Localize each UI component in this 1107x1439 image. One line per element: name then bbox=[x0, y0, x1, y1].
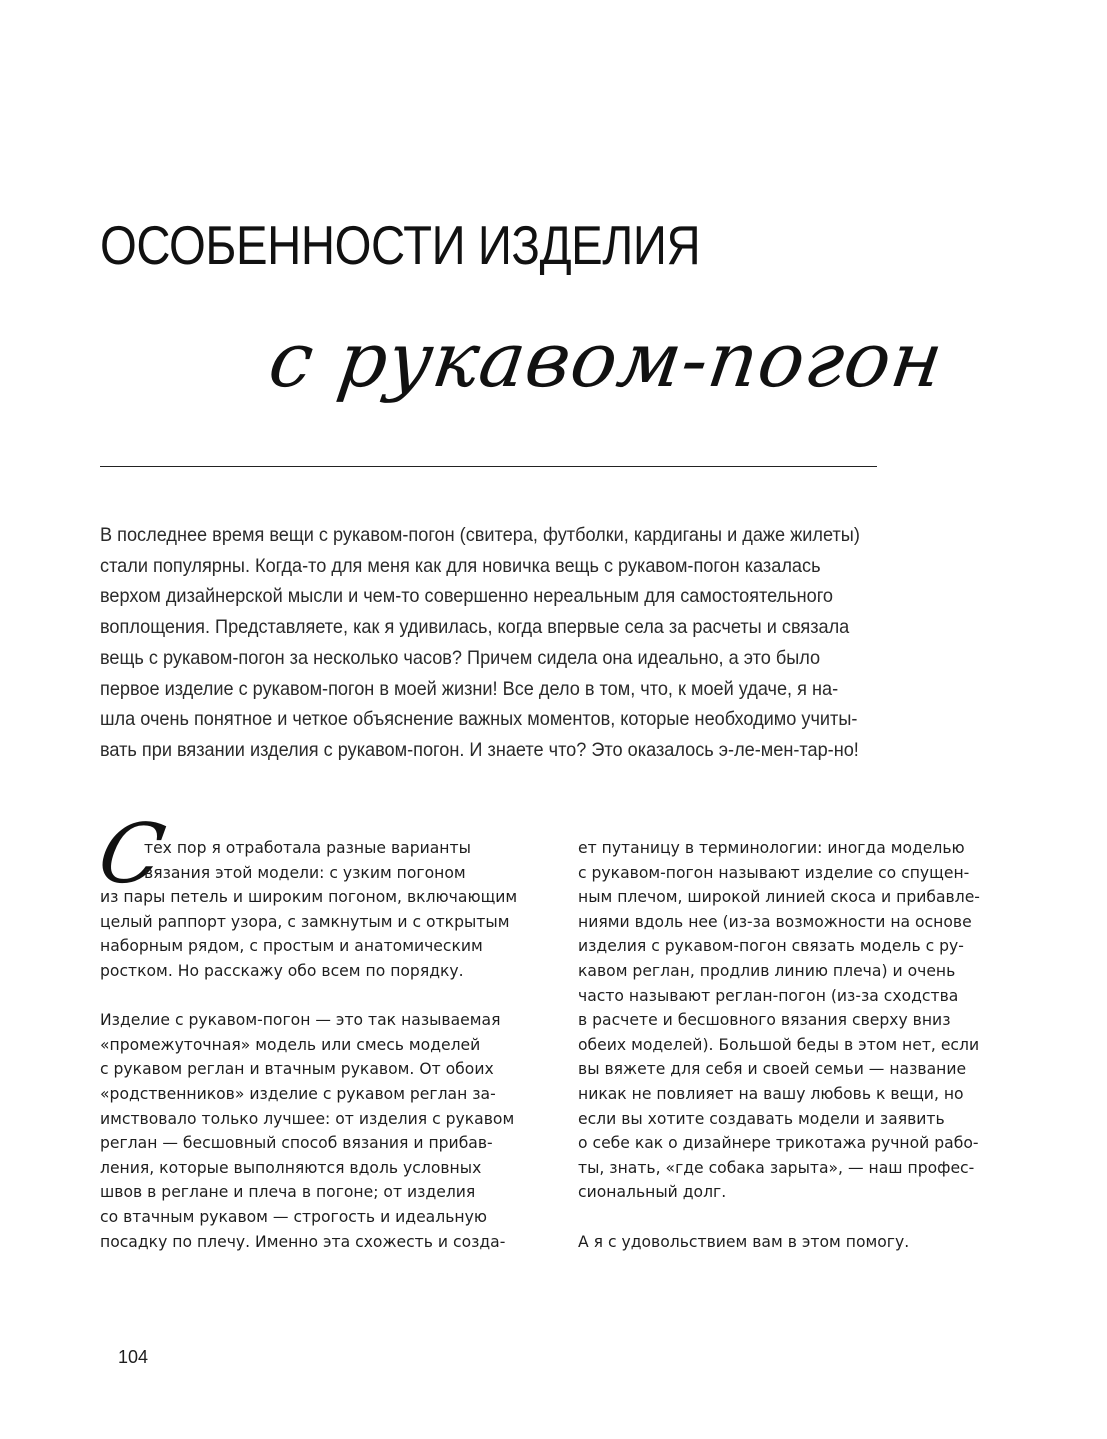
text-line: часто называют реглан-погон (из-за сходства bbox=[578, 986, 959, 1005]
drop-cap: С bbox=[91, 807, 172, 902]
page-subtitle-script: с рукавом-погон bbox=[263, 315, 950, 404]
right-column bbox=[578, 836, 1018, 1279]
text-line: А я с удовольствием вам в этом помогу. bbox=[578, 1232, 910, 1251]
right-paragraph-2 bbox=[578, 1230, 1018, 1255]
text-line: ниями вдоль нее (из-за возможности на основе bbox=[578, 912, 972, 931]
text-line: если вы хотите создавать модели и заявить bbox=[578, 1109, 945, 1128]
text-line: ет путаницу в терминологии: иногда моделью bbox=[578, 839, 965, 857]
text-line: тех пор я отработала разные варианты bbox=[144, 839, 471, 857]
text-line: целый раппорт узора, с замкнутым и с открытым bbox=[100, 912, 510, 931]
text-line: о себе как о дизайнере трикотажа ручной рабо- bbox=[578, 1134, 979, 1153]
text-line: вы вяжете для себя и своей семьи — название bbox=[578, 1060, 967, 1079]
title-divider bbox=[100, 466, 877, 467]
text-line: обеих моделей). Большой беды в этом нет, если bbox=[578, 1035, 980, 1054]
text-line: вязания этой модели: с узким погоном bbox=[144, 863, 466, 882]
intro-paragraph bbox=[100, 520, 900, 766]
text-line: «промежуточная» модель или смесь моделей bbox=[100, 1035, 481, 1054]
left-column bbox=[100, 836, 540, 1279]
text-line: с рукавом-погон называют изделие со спущен- bbox=[578, 863, 970, 882]
text-line: ления, которые выполняются вдоль условных bbox=[100, 1158, 482, 1177]
text-line: с рукавом реглан и втачным рукавом. От обоих bbox=[100, 1060, 494, 1079]
text-line: имствовало только лучшее: от изделия с рукавом bbox=[100, 1109, 515, 1128]
text-line: ты, знать, «где собака зарыта», — наш профес- bbox=[578, 1158, 975, 1177]
text-line: ным плечом, широкой линией скоса и прибавле- bbox=[578, 888, 980, 907]
text-line: Изделие с рукавом-погон — это так называемая bbox=[100, 1011, 501, 1030]
text-line: изделия с рукавом-погон связать модель с ру- bbox=[578, 937, 964, 956]
text-line: сиональный долг. bbox=[578, 1183, 727, 1202]
page-title: ОСОБЕННОСТИ ИЗДЕЛИЯ bbox=[100, 214, 701, 276]
intro-line: шла очень понятное и четкое объяснение важных моментов, которые необходимо учиты- bbox=[100, 708, 858, 731]
text-line: из пары петель и широким погоном, включающим bbox=[100, 888, 518, 907]
intro-line: воплощения. Представляете, как я удивилась, когда впервые села за расчеты и связала bbox=[100, 616, 850, 639]
intro-line: первое изделие с рукавом-погон в моей жизни! Все дело в том, что, к моей удаче, я на- bbox=[100, 677, 839, 700]
page-number: 104 bbox=[118, 1347, 149, 1367]
text-line: никак не повлияет на вашу любовь к вещи, но bbox=[578, 1084, 964, 1103]
text-line: швов в реглане и плеча в погоне; от изделия bbox=[100, 1183, 476, 1202]
intro-line: вещь с рукавом-погон за несколько часов? Причем сидела она идеально, а это было bbox=[100, 646, 821, 669]
right-paragraph-1 bbox=[578, 836, 1018, 1205]
left-paragraph-1 bbox=[100, 836, 540, 984]
text-line: наборным рядом, с простым и анатомическим bbox=[100, 937, 483, 956]
text-line: посадку по плечу. Именно эта схожесть и созда- bbox=[100, 1232, 506, 1251]
intro-line: верхом дизайнерской мысли и чем-то совершенно нереальным для самостоятельного bbox=[100, 585, 834, 608]
text-line: ростком. Но расскажу обо всем по порядку. bbox=[100, 961, 464, 980]
intro-line: вать при вязании изделия с рукавом-погон. И знаете что? Это оказалось э-ле-мен-тар-но! bbox=[100, 738, 859, 761]
left-paragraph-2 bbox=[100, 1008, 540, 1254]
text-line: со втачным рукавом — строгость и идеальную bbox=[100, 1207, 487, 1226]
intro-line: В последнее время вещи с рукавом-погон (свитера, футболки, кардиганы и даже жилеты) bbox=[100, 524, 860, 546]
text-line: в расчете и бесшовного вязания сверху вниз bbox=[578, 1011, 951, 1030]
text-line: кавом реглан, продлив линию плеча) и очень bbox=[578, 961, 956, 980]
text-line: реглан — бесшовный способ вязания и прибав- bbox=[100, 1134, 493, 1153]
intro-line: стали популярны. Когда-то для меня как для новичка вещь с рукавом-погон казалась bbox=[100, 554, 821, 577]
text-line: «родственников» изделие с рукавом реглан за- bbox=[100, 1084, 496, 1103]
